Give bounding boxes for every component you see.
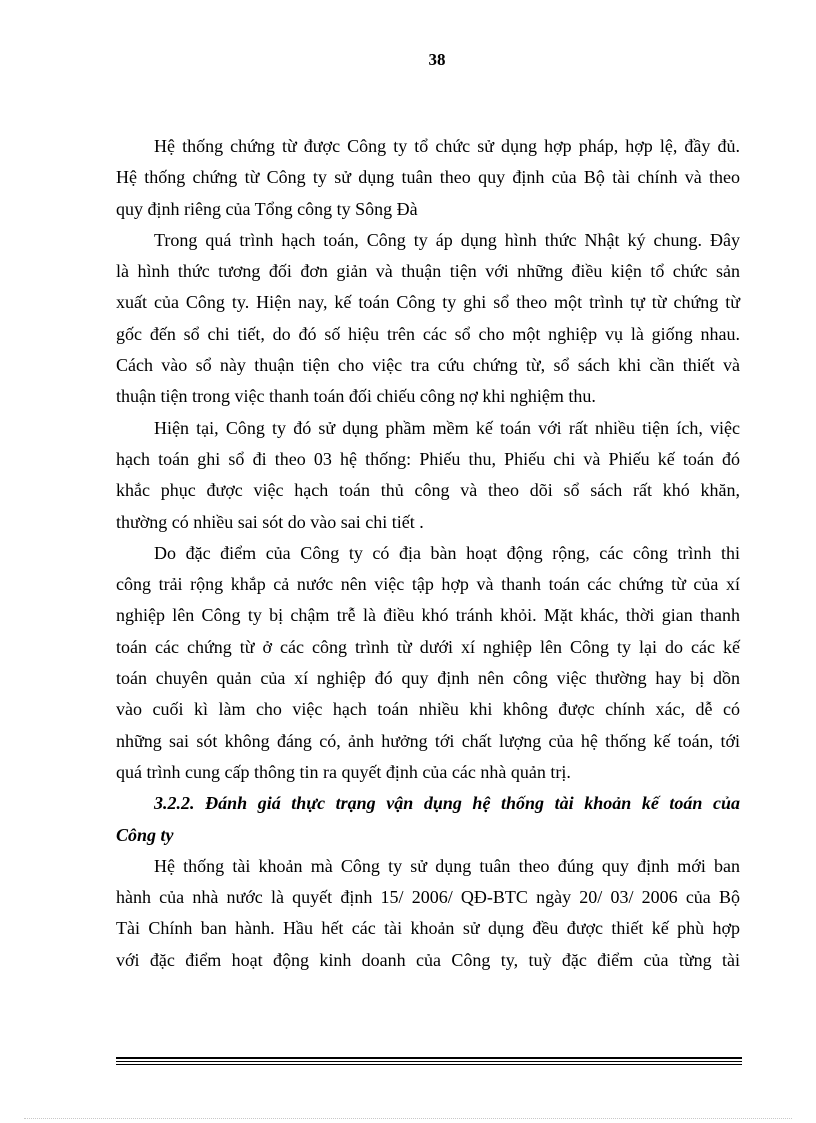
paragraph-line: hạch toán ghi sổ đi theo 03 hệ thống: Phiếu thu, Phiếu chi và Phiếu kế toán đó (116, 448, 740, 469)
paragraph-line: gốc đến sổ chi tiết, do đó số hiệu trên các sổ cho một nghiệp vụ là giống nhau. (116, 323, 740, 344)
paragraph-line: quá trình cung cấp thông tin ra quyết định của các nhà quản trị. (116, 761, 571, 782)
paragraph-line: vào cuối kì làm cho việc hạch toán nhiều khi không được chính xác, dễ có (116, 699, 740, 720)
paragraph-line: thường có nhiều sai sót do vào sai chi tiết . (116, 511, 424, 532)
paragraph-line: xuất của Công ty. Hiện nay, kế toán Công ty ghi sổ theo một trình tự từ chứng từ (116, 292, 740, 313)
page-number: 38 (428, 50, 446, 69)
page-edge-divider (24, 1118, 792, 1119)
paragraph-line: những sai sót không đáng có, ảnh hưởng tới chất lượng của hệ thống kế toán, tới (116, 730, 740, 751)
paragraph-line: quy định riêng của Tổng công ty Sông Đà (116, 198, 418, 219)
paragraph-line: khắc phục được việc hạch toán thủ công và theo dõi sổ sách rất khó khăn, (116, 480, 740, 501)
paragraph-line: Cách vào sổ này thuận tiện cho việc tra cứu chứng từ, sổ sách khi cần thiết và (116, 355, 740, 376)
footer-rule (116, 1057, 742, 1065)
paragraph-line: toán chuyên quản của xí nghiệp đó quy định nên công việc thường hay bị dồn (116, 668, 740, 689)
paragraph-line: Trong quá trình hạch toán, Công ty áp dụng hình thức Nhật ký chung. Đây (154, 229, 740, 250)
paragraph-line: Hệ thống tài khoản mà Công ty sử dụng tuân theo đúng quy định mới ban (154, 855, 740, 876)
paragraph-line: là hình thức tương đối đơn giản và thuận tiện với những điều kiện tổ chức sản (116, 261, 740, 282)
paragraph-line: Hệ thống chứng từ Công ty sử dụng tuân theo quy định của Bộ tài chính và theo (116, 167, 740, 188)
paragraph-line: Do đặc điểm của Công ty có địa bàn hoạt động rộng, các công trình thi (154, 542, 740, 563)
section-heading-line: 3.2.2. Đánh giá thực trạng vận dụng hệ thống tài khoản kế toán của (154, 793, 740, 814)
paragraph-line: Hệ thống chứng từ được Công ty tổ chức sử dụng hợp pháp, hợp lệ, đầy đủ. (154, 136, 740, 156)
paragraph-line: công trải rộng khắp cả nước nên việc tập hợp và thanh toán các chứng từ của xí (116, 574, 740, 595)
paragraph-line: toán các chứng từ ở các công trình từ dưới xí nghiệp lên Công ty lại do các kế (116, 636, 740, 657)
paragraph-line: Tài Chính ban hành. Hầu hết các tài khoản sử dụng đều được thiết kế phù hợp (116, 918, 740, 939)
paragraph-line: thuận tiện trong việc thanh toán đối chiếu công nợ khi nghiệm thu. (116, 386, 596, 407)
paragraph-line: hành của nhà nước là quyết định 15/ 2006/ QĐ-BTC ngày 20/ 03/ 2006 của Bộ (116, 887, 740, 908)
paragraph-line: nghiệp lên Công ty bị chậm trễ là điều khó tránh khỏi. Mặt khác, thời gian thanh (116, 605, 740, 626)
paragraph-line: với đặc điểm hoạt động kinh doanh của Công ty, tuỳ đặc điểm của từng tài (116, 949, 740, 970)
section-heading-line: Công ty (116, 824, 174, 845)
document-body (116, 131, 740, 976)
paragraph-line: Hiện tại, Công ty đó sử dụng phầm mềm kế toán với rất nhiều tiện ích, việc (154, 417, 740, 438)
